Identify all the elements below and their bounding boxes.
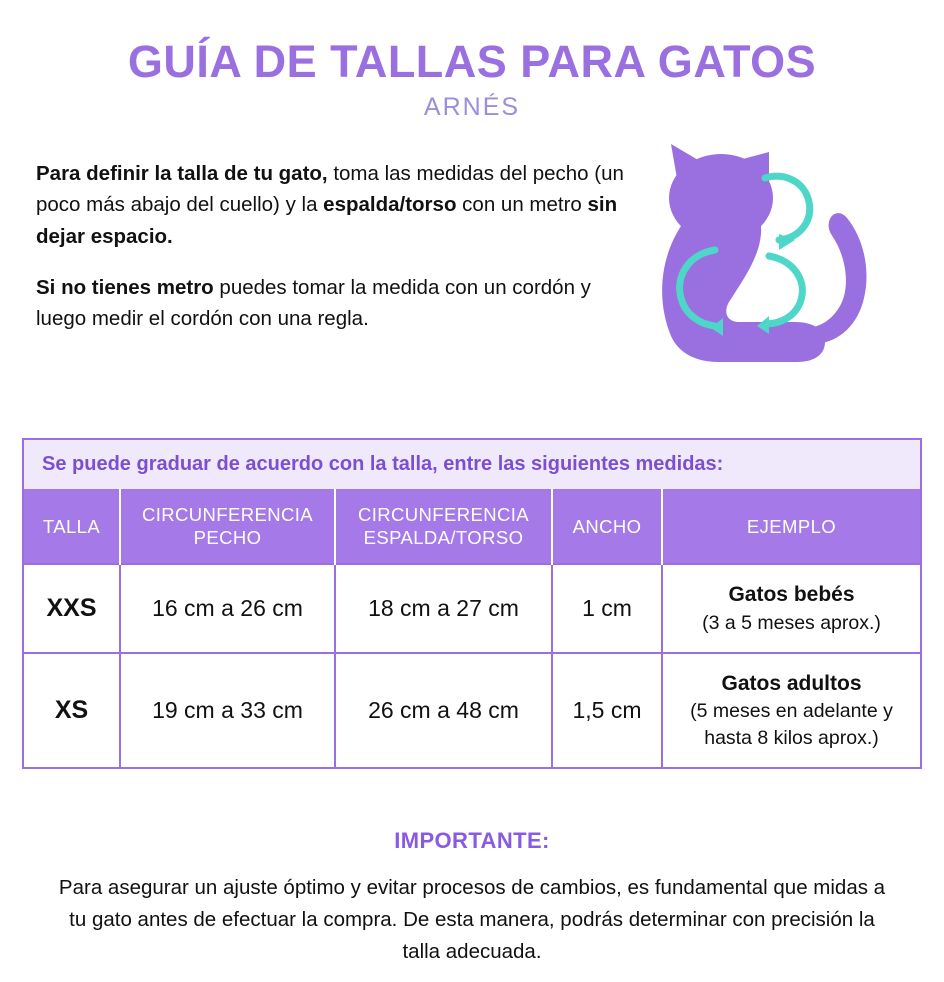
table-header-row [24, 489, 920, 564]
measurements-table [24, 489, 920, 767]
size-guide-page [0, 38, 944, 982]
header-line-1: CIRCUNFERENCIA [357, 504, 530, 525]
intro-plain-3: puedes tomar la medida con un cordón y luego medir el cordón con una regla. [36, 275, 591, 330]
cell-size: XXS [24, 564, 120, 653]
column-header-circunferencia-espalda [335, 489, 552, 564]
cell-chest: 16 cm a 26 cm [120, 564, 335, 653]
footer-note: Para asegurar un ajuste óptimo y evitar procesos de cambios, es fundamental que midas a tu gato antes de efectuar la compra. De esta manera, podrás determinar con precisión la talla adecuada. [58, 876, 886, 963]
intro-section [0, 150, 944, 380]
size-table [22, 438, 922, 769]
cell-example [662, 564, 920, 653]
table-row [24, 564, 920, 653]
intro-text [36, 158, 636, 354]
column-header-ejemplo: EJEMPLO [662, 489, 920, 564]
cell-back: 26 cm a 48 cm [335, 653, 552, 767]
header-line-1: CIRCUNFERENCIA [141, 504, 314, 525]
intro-paragraph-2 [36, 272, 636, 334]
table-row [24, 653, 920, 767]
column-header-ancho: ANCHO [552, 489, 662, 564]
important-label: IMPORTANTE: [394, 828, 550, 853]
table-banner: Se puede graduar de acuerdo con la talla, entre las siguientes medidas: [24, 440, 920, 489]
example-title: Gatos adultos [721, 671, 862, 695]
intro-bold-4: Si no tienes metro [36, 275, 214, 299]
cell-width: 1,5 cm [552, 653, 662, 767]
example-title: Gatos bebés [728, 583, 855, 607]
column-header-circunferencia-pecho [120, 489, 335, 564]
header-line-2: PECHO [193, 527, 262, 549]
intro-bold-2: espalda/torso [323, 193, 457, 217]
example-detail: (3 a 5 meses aprox.) [702, 611, 881, 634]
intro-paragraph-1 [36, 158, 636, 251]
intro-bold-3: sin dejar espacio. [36, 193, 618, 248]
cell-chest: 19 cm a 33 cm [120, 653, 335, 767]
intro-plain-1: toma las medidas del pecho (un poco más abajo del cuello) y la [36, 162, 624, 217]
cell-example [662, 653, 920, 767]
cell-size: XS [24, 653, 120, 767]
column-header-talla: TALLA [24, 489, 120, 564]
page-title: GUÍA DE TALLAS PARA GATOS [127, 36, 817, 87]
intro-bold-1: Para definir la talla de tu gato, [36, 162, 328, 186]
cat-silhouette-icon [619, 130, 889, 390]
intro-plain-2: con un metro [456, 193, 588, 217]
cell-width: 1 cm [552, 564, 662, 653]
example-detail: (5 meses en adelante y hasta 8 kilos aprox.) [690, 700, 893, 749]
cell-back: 18 cm a 27 cm [335, 564, 552, 653]
page-subtitle: ARNÉS [423, 93, 521, 122]
header-line-2: ESPALDA/TORSO [363, 527, 524, 549]
